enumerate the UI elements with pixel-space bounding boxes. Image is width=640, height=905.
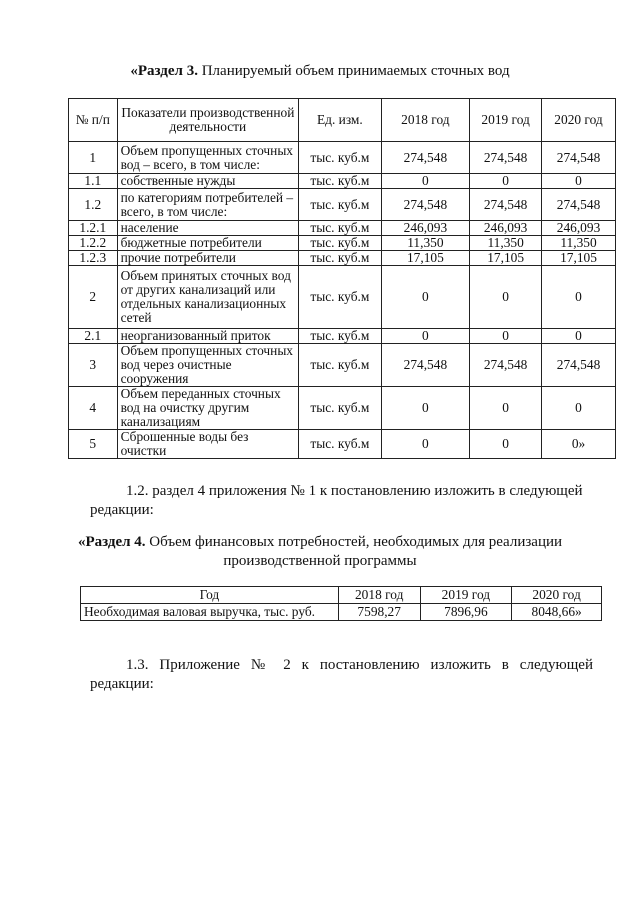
section-3-table	[68, 98, 616, 459]
row-num: 2.1	[69, 329, 118, 344]
row-value-2020: 11,350	[542, 236, 616, 251]
row-value-2018: 0	[381, 430, 470, 459]
table-row	[81, 604, 602, 621]
paragraph-1-3-line1: 1.3. Приложение № 2 к постановлению изложить в следующей	[126, 657, 593, 673]
row-value-2019: 0	[470, 430, 542, 459]
row-value-2019: 274,548	[470, 142, 542, 174]
table-row	[69, 174, 616, 189]
row-value-2018: 7598,27	[338, 604, 420, 621]
row-value-2020: 8048,66»	[512, 604, 602, 621]
row-indicator: прочие потребители	[117, 251, 299, 266]
row-value-2019: 0	[470, 266, 542, 329]
row-value-2020: 0	[542, 329, 616, 344]
header-2020: 2020 год	[542, 99, 616, 142]
section-4-title-line2: производственной программы	[223, 553, 417, 569]
row-unit: тыс. куб.м	[299, 236, 381, 251]
table-row	[69, 387, 616, 430]
header-2019: 2019 год	[420, 587, 512, 604]
row-num: 4	[69, 387, 118, 430]
row-unit: тыс. куб.м	[299, 344, 381, 387]
table-row	[69, 142, 616, 174]
paragraph-1-3-line2: редакции:	[90, 676, 154, 692]
row-value-2020: 0»	[542, 430, 616, 459]
paragraph-1-3	[90, 656, 593, 694]
header-year: Год	[81, 587, 339, 604]
paragraph-1-2	[90, 482, 593, 520]
row-value-2020: 274,548	[542, 189, 616, 221]
row-indicator: Объем переданных сточных вод на очистку другим канализациям	[117, 387, 299, 430]
header-2019: 2019 год	[470, 99, 542, 142]
row-value-2018: 17,105	[381, 251, 470, 266]
row-unit: тыс. куб.м	[299, 142, 381, 174]
row-num: 1.2	[69, 189, 118, 221]
row-value-2019: 246,093	[470, 221, 542, 236]
row-label: Необходимая валовая выручка, тыс. руб.	[81, 604, 339, 621]
table-row	[69, 189, 616, 221]
table-row	[69, 236, 616, 251]
row-value-2019: 0	[470, 387, 542, 430]
row-value-2020: 274,548	[542, 344, 616, 387]
row-num: 1	[69, 142, 118, 174]
row-unit: тыс. куб.м	[299, 189, 381, 221]
row-unit: тыс. куб.м	[299, 174, 381, 189]
row-value-2019: 11,350	[470, 236, 542, 251]
row-value-2018: 274,548	[381, 142, 470, 174]
row-num: 1.2.3	[69, 251, 118, 266]
table-row	[69, 430, 616, 459]
table-row	[69, 221, 616, 236]
row-value-2019: 274,548	[470, 189, 542, 221]
header-num: № п/п	[69, 99, 118, 142]
header-unit: Ед. изм.	[299, 99, 381, 142]
row-value-2019: 17,105	[470, 251, 542, 266]
row-indicator: население	[117, 221, 299, 236]
table-row	[69, 344, 616, 387]
row-unit: тыс. куб.м	[299, 251, 381, 266]
row-value-2018: 0	[381, 329, 470, 344]
row-value-2020: 0	[542, 387, 616, 430]
row-value-2018: 0	[381, 174, 470, 189]
row-unit: тыс. куб.м	[299, 221, 381, 236]
paragraph-1-2-line1: 1.2. раздел 4 приложения № 1 к постановлению изложить в следующей	[126, 483, 583, 499]
row-unit: тыс. куб.м	[299, 430, 381, 459]
row-indicator: Объем пропущенных сточных вод через очистные сооружения	[117, 344, 299, 387]
row-value-2018: 274,548	[381, 344, 470, 387]
row-unit: тыс. куб.м	[299, 387, 381, 430]
section-3-title	[0, 62, 640, 81]
paragraph-1-2-line2: редакции:	[90, 502, 154, 518]
table-header-row	[81, 587, 602, 604]
row-value-2018: 0	[381, 387, 470, 430]
header-2018: 2018 год	[338, 587, 420, 604]
table-row	[69, 251, 616, 266]
row-num: 1.2.2	[69, 236, 118, 251]
row-value-2019: 7896,96	[420, 604, 512, 621]
header-2018: 2018 год	[381, 99, 470, 142]
header-indicator: Показатели производственной деятельности	[117, 99, 299, 142]
section-3-title-rest: Планируемый объем принимаемых сточных вод	[197, 63, 510, 79]
row-num: 1.1	[69, 174, 118, 189]
section-4-title-rest: Объем финансовых потребностей, необходимых для реализации	[145, 534, 563, 550]
table-row	[69, 329, 616, 344]
row-value-2018: 0	[381, 266, 470, 329]
section-4-title	[0, 533, 640, 571]
row-value-2019: 274,548	[470, 344, 542, 387]
row-value-2020: 0	[542, 266, 616, 329]
row-indicator: бюджетные потребители	[117, 236, 299, 251]
row-indicator: по категориям потребителей – всего, в том числе:	[117, 189, 299, 221]
row-indicator: Сброшенные воды без очистки	[117, 430, 299, 459]
row-indicator: собственные нужды	[117, 174, 299, 189]
row-unit: тыс. куб.м	[299, 329, 381, 344]
row-value-2018: 246,093	[381, 221, 470, 236]
row-num: 1.2.1	[69, 221, 118, 236]
row-value-2020: 246,093	[542, 221, 616, 236]
row-value-2019: 0	[470, 174, 542, 189]
row-value-2018: 274,548	[381, 189, 470, 221]
row-value-2020: 274,548	[542, 142, 616, 174]
row-indicator: неорганизованный приток	[117, 329, 299, 344]
table-row	[69, 266, 616, 329]
table-header-row	[69, 99, 616, 142]
row-num: 3	[69, 344, 118, 387]
row-num: 2	[69, 266, 118, 329]
section-4-table	[80, 586, 602, 621]
row-value-2020: 0	[542, 174, 616, 189]
row-unit: тыс. куб.м	[299, 266, 381, 329]
row-num: 5	[69, 430, 118, 459]
header-2020: 2020 год	[512, 587, 602, 604]
row-indicator: Объем пропущенных сточных вод – всего, в том числе:	[117, 142, 299, 174]
row-value-2020: 17,105	[542, 251, 616, 266]
section-3-title-bold: «Раздел 3.	[130, 63, 198, 79]
row-indicator: Объем принятых сточных вод от других канализаций или отдельных канализационных сетей	[117, 266, 299, 329]
row-value-2018: 11,350	[381, 236, 470, 251]
section-4-title-bold: «Раздел 4.	[77, 534, 146, 550]
row-value-2019: 0	[470, 329, 542, 344]
